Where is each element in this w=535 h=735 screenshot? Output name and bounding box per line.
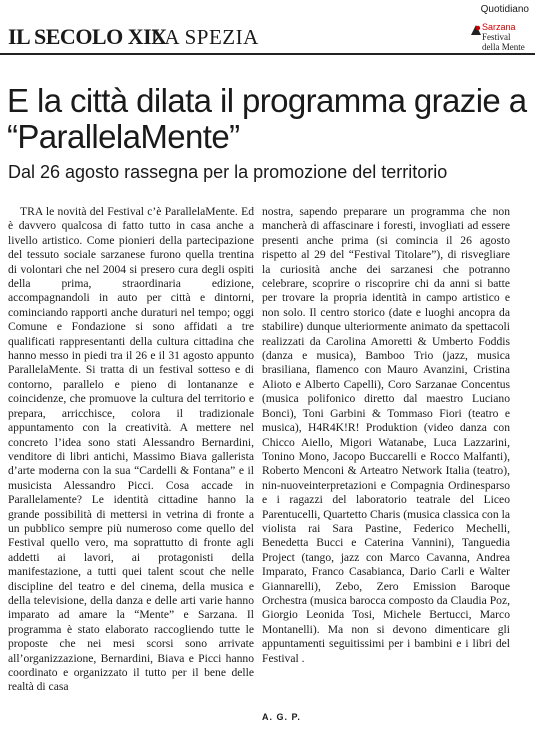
masthead	[0, 0, 535, 80]
article-column-left	[8, 205, 254, 695]
article-column-right	[262, 205, 510, 666]
newspaper-name: IL SECOLO XIX	[8, 24, 167, 49]
article-text-right: nostra, sapendo preparare un programma che non mancherà di affascinare i foresti, invogliati ad essere presenti anche prima (si comincia il 26 agosto rispetto al 29 del “Festival Titolare”), di risvegliare la curiosità anche dei sarzanesi che potranno celebrare, scoprire o riscoprire chi da anni si batte per trovare la propria identità in campo artistico e non solo. Il centro storico (date e luoghi ancopra da stabilire) dunque ulteriormente animato da spettacoli realizzati da Carolina Amoretti & Umberto Foddis (danza e musica), Bamboo Trio (jazz, musica brasiliana, flamenco con Mauro Avanzini, Cristina Alioto e Alberto Capelli), Coro Sarzanae Concentus (musica polifonico diretto dal maestro Luciano Bonci), Toni Garbini & Tommaso Fiori (teatro e musica), H4R4K!R! Produktion (video danza con Chicco Aiello, Migori Watanabe, Luca Lazzarini, Tonino Mono, Jacopo Buccarelli e Rocco Malfanti), Roberto Menconi & Arteatro Network Italia (teatro), nin-nuoveinterpretazioni e Compagnia Ordinesparso e i ragazzi del laboratorio teatrale del Liceo Parentucelli, Quartetto Charis (musica classica con la violista rai Sara Pastine, Federico Mechelli, Benedetta Bucci e Caterina Vannini), Tanguedia Project (tango, jazz con Marco Cavanna, Andrea Imparato, Franco Casabianca, Dario Carli e Walter Giannarelli), Zebo, Zero Emission Baroque Orchestra (musica barocca composto da Claudia Poz, Giorgio Leonida Tosi, Michele Bertucci, Marco Montanelli). Ma non si devono dimenticare gli appuntamenti seguitissimi per i bambini e i libri del Festival .	[262, 205, 510, 665]
logo-line-1: Sarzana	[482, 22, 516, 32]
author-signature: A. G. P.	[262, 712, 301, 722]
article-text-left: TRA le novità del Festival c’è ParallelaMente. Ed è davvero qualcosa di fatto tutto in casa anche a livello artistico. Come pionieri della partecipazione del tessuto sociale sarzanese furono quella trentina di volontari che nel 2004 si presero cura degli ospiti della prima, straordinaria edizione, accompagnandoli in auto per città e dintorni, cominciando rapporti anche duraturi nel tempo; oggi Comune e Fondazione si sono affidati a tre qualificati rappresentanti della cultura cittadina che hanno messo in piedi tra il 26 e il 31 agosto appunto ParallelaMente. Si tratta di un festival sotteso e di contorno, parallelo e pieno di lontananze e coincidenze, che promuove la cultura del territorio e prepara, arricchisce, colora il tradizionale appuntamento con la creatività. A mettere nel concreto l’idea sono stati Alessandro Bernardini, venditore di libri antichi, Massimo Biava gallerista d’arte moderna con la sua “Cardelli & Fontana” e il musicista Alessandro Picci. Cosa accade in Parallelamente? Le identità cittadine hanno la grande possibilità di mettersi in vetrina di fronte a un pubblico sempre più numeroso come quello del Festival quello vero, ma soprattutto di fronte agli addetti ai lavori, ai protagonisti della manifestazione, a tutti quei talent scout che nelle discipline del teatro e del cinema, della musica e della televisione, della danza e delle arti varie hanno imparato ad amare la “Mente” e Sarzana. Il programma è stato elaborato raccogliendo tutte le proposte che nei mesi scorsi sono arrivate all’organizzazione, Bernardini, Biava e Picci hanno coordinato e organizzato il tutto per il bene delle realtà di casa	[8, 205, 254, 694]
logo-line-2: Festival	[482, 32, 511, 42]
festival-logo	[470, 22, 535, 56]
festival-logo-icon	[470, 24, 482, 36]
logo-line-3: della Mente	[482, 42, 525, 52]
publication-type: Quotidiano	[480, 4, 529, 15]
article-subhead: Dal 26 agosto rassegna per la promozione del territorio	[8, 162, 448, 182]
edition-name: LA SPEZIA	[151, 25, 259, 49]
article-headline: E la città dilata il programma grazie a “ParallelaMente”	[7, 82, 527, 155]
masthead-rule	[0, 53, 535, 55]
